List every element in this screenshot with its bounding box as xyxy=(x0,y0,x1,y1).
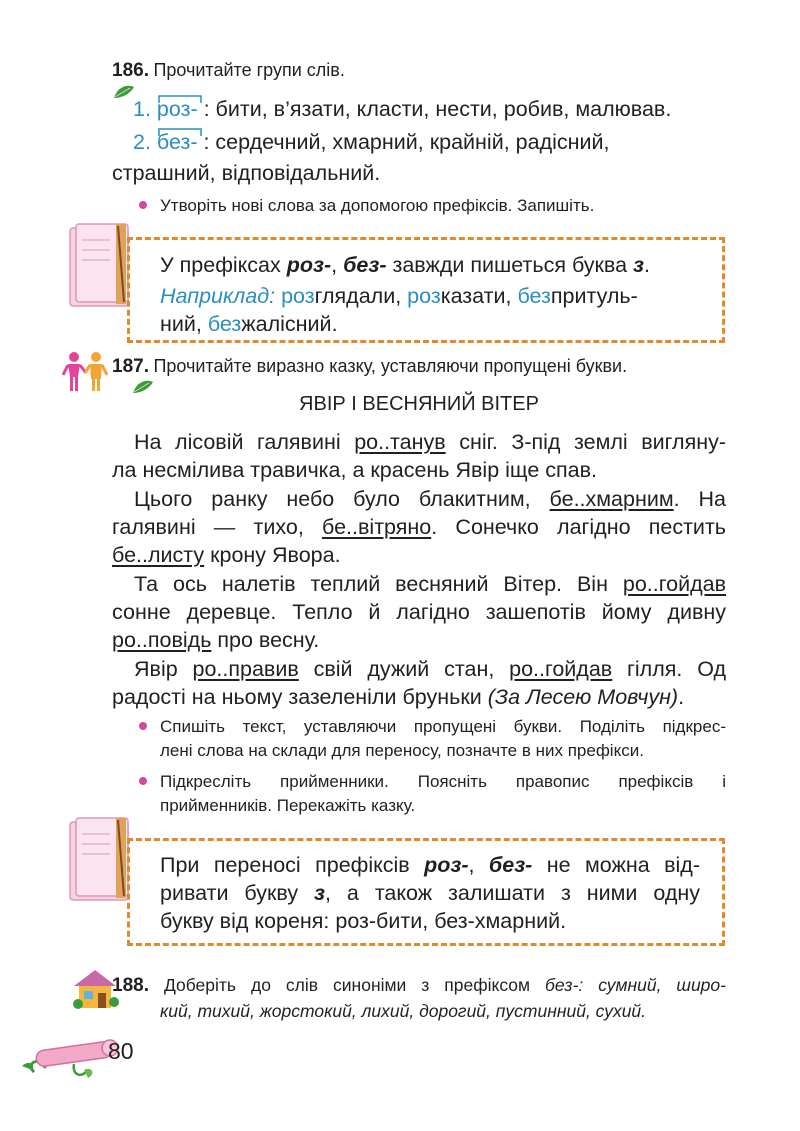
underlined-word: ро..гойдав xyxy=(509,657,613,681)
prefix-group-1 xyxy=(133,94,733,126)
story-title: ЯВІР І ВЕСНЯНИЙ ВІТЕР xyxy=(299,393,539,415)
bullet-icon xyxy=(139,722,147,730)
prefix-mark-icon xyxy=(157,94,205,104)
story-p3-line-3: ро..повідь про весну. xyxy=(112,628,320,652)
prefix-bez: без- xyxy=(157,130,204,154)
story-source: (За Лесею Мовчун) xyxy=(487,685,679,709)
group-number: 1. xyxy=(133,97,151,121)
example-label: Наприклад: xyxy=(160,284,276,308)
story-p4-line-2: радості на ньому зазеленіли бруньки (За Лесею Мовчун). xyxy=(112,685,685,709)
bullet-icon xyxy=(139,777,147,785)
exercise-187-task-2-line-2: прийменників. Перекажіть казку. xyxy=(160,796,416,815)
story-p1-line-2: ла несмілива травичка, а красень Явір іще спав. xyxy=(112,458,598,482)
underlined-word: бе..хмарним xyxy=(549,487,674,511)
rule-2-line-1: При переносі префіксів роз-, без- не можна від- xyxy=(160,853,700,877)
story-p3-line-1: Та ось налетів теплий весняний Вітер. Він ро..гойдав xyxy=(134,572,726,596)
underlined-word: ро..гойдав xyxy=(622,572,726,596)
prefix-group-2 xyxy=(133,127,727,159)
prefix-roz: роз- xyxy=(157,97,204,121)
exercise-187-task-1-line-2: лені слова на склади для переносу, позначте в них префікси. xyxy=(160,741,644,760)
exercise-number: 188. xyxy=(112,975,149,996)
underlined-word: бе..листу xyxy=(112,543,205,567)
bullet-icon xyxy=(139,201,147,209)
exercise-188-line-1: 188. Доберіть до слів синоніми з префіксом без-: сумний, широ- xyxy=(112,975,726,996)
exercise-188-line-2: кий, тихий, жорстокий, лихий, дорогий, пустинний, сухий. xyxy=(160,1001,647,1021)
children-icon xyxy=(62,351,108,393)
exercise-number: 187. xyxy=(112,356,149,377)
group-2-words: : сердечний, хмарний, крайній, радісний, xyxy=(203,130,610,154)
exercise-186-task: Утворіть нові слова за допомогою префіксів. Запишіть. xyxy=(160,196,595,215)
exercise-187-task-1-line-1: Спишіть текст, уставляючи пропущені букви. Поділіть підкрес- xyxy=(160,717,726,736)
exercise-187-task-2-line-1: Підкресліть прийменники. Поясніть правопис префіксів і xyxy=(160,772,726,791)
underlined-word: ро..повідь xyxy=(112,628,212,652)
story-p1-line-1: На лісовій галявині ро..танув сніг. З-під землі вигляну- xyxy=(134,430,726,454)
rule-1-line-2: Наприклад: розглядали, розказати, безпритуль- xyxy=(160,284,638,308)
underlined-word: ро..танув xyxy=(354,430,446,454)
rule-1-line-3: ний, безжалісний. xyxy=(160,312,338,336)
exercise-187-header xyxy=(112,356,752,382)
underlined-word: ро..правив xyxy=(192,657,299,681)
exercise-number: 186. xyxy=(112,60,149,81)
exercise-title: Прочитайте виразно казку, уставляючи пропущені букви. xyxy=(153,356,628,376)
group-1-words: : бити, в’язати, класти, нести, робив, малював. xyxy=(203,97,672,121)
story-p4-line-1: Явір ро..правив свій дужий стан, ро..гойдав гілля. Од xyxy=(134,657,726,681)
exercise-title: Прочитайте групи слів. xyxy=(153,60,345,80)
prefix-mark-icon xyxy=(157,127,205,137)
exercise-186-header xyxy=(112,60,712,86)
group-number: 2. xyxy=(133,130,151,154)
story-p2-line-3: бе..листу крону Явора. xyxy=(112,543,341,567)
rule-2-line-3: букву від кореня: роз-бити, без-хмарний. xyxy=(160,909,567,933)
story-p2-line-1: Цього ранку небо було блакитним, бе..хмарним. На xyxy=(134,487,726,511)
underlined-word: бе..вітряно xyxy=(322,515,432,539)
group-2-line-2: страшний, відповідальний. xyxy=(112,161,381,185)
story-p3-line-2: сонне деревце. Тепло й лагідно зашепотів йому дивну xyxy=(112,600,726,624)
rule-1-line-1: У префіксах роз-, без- завжди пишеться буква з. xyxy=(160,253,651,277)
story-p2-line-2: галявині — тихо, бе..вітряно. Сонечко лагідно пестить xyxy=(112,515,726,539)
page-number: 80 xyxy=(108,1038,134,1064)
rule-2-line-2: ривати букву з, а також залишати з ними одну xyxy=(160,881,700,905)
